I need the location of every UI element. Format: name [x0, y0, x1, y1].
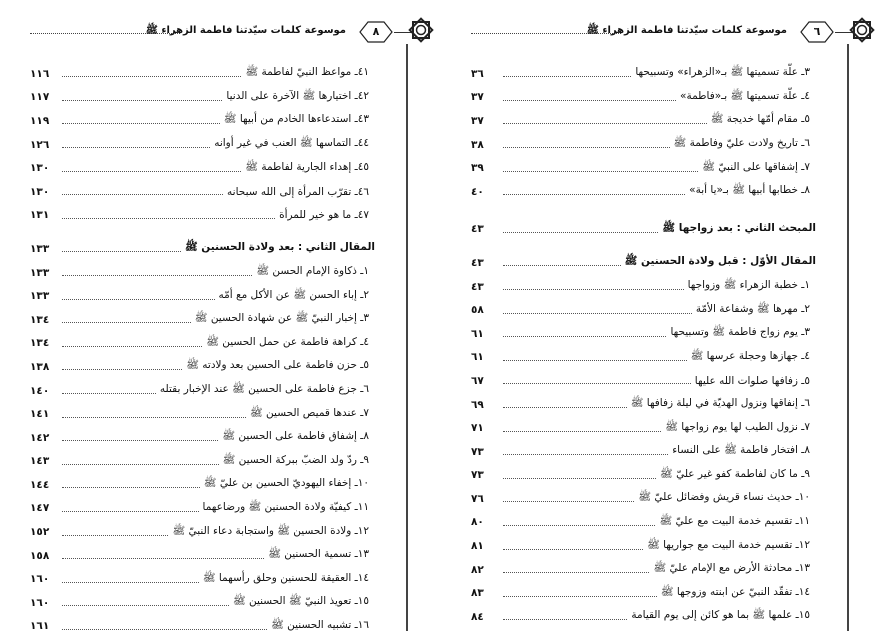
toc-entry[interactable]: ١٤٣ ٩ـ ردّ ولد الضبّ ببركة الحسين ﷺ [30, 453, 369, 468]
book-title: موسوعة كلمات سيّدتنا فاطمة الزهراء ﷺ [586, 25, 787, 36]
toc-entry[interactable]: ٤٣ ١ـ خطبة الزهراء ﷺ وزواجها [471, 279, 810, 293]
toc-entry[interactable]: ١٦٠ ١٥ـ تعويذ النبيّ ﷺ الحسنين ﷺ [30, 595, 369, 609]
toc-entry[interactable]: ٤٠ ٨ـ خطابها أبيها ﷺ بـ«يا أبة» [471, 184, 810, 198]
page-edge-rule [406, 44, 408, 631]
toc-entry[interactable]: ٣٧ ٤ـ علّة تسميتها ﷺ بـ«فاطمة» [471, 89, 810, 104]
page-number-badge [356, 19, 396, 45]
toc-entry[interactable]: ١٤٢ ٨ـ إشفاق فاطمة على الحسين ﷺ [30, 430, 369, 444]
toc-entry[interactable]: ١١٧ ٤٢ـ اختيارها ﷺ الآخرة على الدنيا [30, 89, 369, 104]
toc-chapter-heading[interactable]: ٤٣ المبحث الثاني : بعد زواجها ﷺ [471, 221, 816, 236]
toc-entry[interactable]: ١٣٤ ٣ـ إخبار النبيّ ﷺ عن شهادة الحسين ﷺ [30, 312, 369, 326]
toc-entry[interactable]: ١٣٨ ٥ـ حزن فاطمة على الحسين بعد ولادته ﷺ [30, 359, 369, 373]
page-number-badge [797, 19, 837, 45]
page-edge-rule [847, 44, 849, 631]
toc-entry[interactable]: ١٦٠ ١٤ـ العقيقة للحسنين وحلق رأسهما ﷺ [30, 571, 369, 586]
octagram-ornament-icon [849, 16, 875, 44]
toc-section-heading[interactable]: ٤٣ المقال الأوّل : قبل ولادة الحسنين ﷺ [471, 255, 816, 269]
table-of-contents [30, 62, 375, 638]
toc-entry[interactable]: ٨٢ ١٣ـ محادثة الأرض مع الإمام عليّ ﷺ [471, 562, 810, 576]
toc-entry[interactable]: ٨٣ ١٤ـ تفقّد النبيّ عن ابنته وزوجها ﷺ [471, 585, 810, 600]
table-of-contents [471, 62, 816, 629]
toc-entry[interactable]: ٨٤ ١٥ـ علمها ﷺ بما هو كائن إلى يوم القيامة [471, 609, 810, 623]
toc-entry[interactable]: ١٤٧ ١١ـ كيفيّة ولادة الحسنين ﷺ ورضاعهما [30, 500, 369, 515]
toc-entry[interactable]: ٦١ ٣ـ يوم زواج فاطمة ﷺ وتسبيحها [471, 326, 810, 340]
running-header [471, 14, 869, 54]
toc-entry[interactable]: ١٣٠ ٤٥ـ إهداء الجارية لفاطمة ﷺ [30, 160, 369, 175]
toc-entry[interactable]: ٧٣ ٩ـ ما كان لفاطمة كفو غير عليّ ﷺ [471, 467, 810, 482]
toc-entry[interactable]: ٧٣ ٨ـ افتخار فاطمة ﷺ على النساء [471, 444, 810, 458]
book-title: موسوعة كلمات سيّدتنا فاطمة الزهراء ﷺ [145, 25, 346, 36]
toc-entry[interactable]: ١٤١ ٧ـ عندها قميص الحسين ﷺ [30, 406, 369, 421]
toc-entry[interactable]: ٨١ ١٢ـ تقسيم خدمة البيت مع جواريها ﷺ [471, 538, 810, 553]
toc-entry[interactable]: ١٢٦ ٤٤ـ التماسها ﷺ العنب في غير أوانه [30, 137, 369, 151]
toc-entry[interactable]: ١٥٨ ١٣ـ تسمية الحسنين ﷺ [30, 548, 369, 562]
toc-entry[interactable]: ١٤٠ ٦ـ جزع فاطمة على الحسين ﷺ عند الإخبار بقتله [30, 383, 369, 397]
toc-entry[interactable]: ٨٠ ١١ـ تقسيم خدمة البيت مع عليّ ﷺ [471, 514, 810, 529]
page-number: ٦ [813, 25, 821, 38]
toc-entry[interactable]: ٧٦ ١٠ـ حديث نساء قريش وفضائل عليّ ﷺ [471, 491, 810, 505]
toc-entry[interactable]: ١٣١ ٤٧ـ ما هو خير للمرأة [30, 209, 369, 222]
toc-entry[interactable]: ١٣٠ ٤٦ـ تقرّب المرأة إلى الله سبحانه [30, 185, 369, 198]
toc-section-heading[interactable]: ١٣٣ المقال الثاني : بعد ولادة الحسنين ﷺ [30, 241, 375, 255]
right-page [441, 0, 882, 639]
toc-entry[interactable]: ١٣٤ ٤ـ كراهة فاطمة عن حمل الحسين ﷺ [30, 335, 369, 350]
toc-entry[interactable]: ٥٨ ٢ـ مهرها ﷺ وشفاعة الأمّة [471, 302, 810, 317]
toc-entry[interactable]: ٦٧ ٥ـ زفافها صلوات الله عليها [471, 374, 810, 387]
toc-entry[interactable]: ١٣٣ ٢ـ إباء الحسن ﷺ عن الأكل مع أمّه [30, 288, 369, 303]
page-number: ٨ [372, 25, 380, 38]
toc-entry[interactable]: ١١٦ ٤١ـ مواعظ النبيّ لفاطمة ﷺ [30, 66, 369, 80]
toc-entry[interactable]: ٣٨ ٦ـ تاريخ ولادت عليّ وفاطمة ﷺ [471, 137, 810, 151]
toc-entry[interactable]: ١٣٣ ١ـ ذكاوة الإمام الحسن ﷺ [30, 265, 369, 279]
toc-entry[interactable]: ١٦١ ١٦ـ تشبيه الحسنين ﷺ [30, 618, 369, 633]
toc-entry[interactable]: ١١٩ ٤٣ـ استدعاءها الخادم من أبيها ﷺ [30, 113, 369, 127]
toc-entry[interactable]: ٣٩ ٧ـ إشفاقها على النبيّ ﷺ [471, 160, 810, 175]
toc-entry[interactable]: ٦١ ٤ـ جهازها وحجلة عرسها ﷺ [471, 349, 810, 364]
toc-entry[interactable]: ١٤٤ ١٠ـ إخفاء اليهوديّ الحسين بن عليّ ﷺ [30, 477, 369, 491]
toc-entry[interactable]: ١٥٢ ١٢ـ ولادة الحسين ﷺ واستجابة دعاء النبيّ ﷺ [30, 524, 369, 539]
running-header [30, 14, 428, 54]
toc-entry[interactable]: ٣٦ ٣ـ علّة تسميتها ﷺ بـ«الزهراء» وتسبيحها [471, 66, 810, 80]
toc-entry[interactable]: ٣٧ ٥ـ مقام أمّها خديجة ﷺ [471, 113, 810, 127]
toc-entry[interactable]: ٧١ ٧ـ نزول الطيب لها يوم زواجها ﷺ [471, 420, 810, 435]
octagram-ornament-icon [408, 16, 434, 44]
toc-entry[interactable]: ٦٩ ٦ـ إنفاقها ونزول الهديّة في ليلة زفافها ﷺ [471, 397, 810, 411]
